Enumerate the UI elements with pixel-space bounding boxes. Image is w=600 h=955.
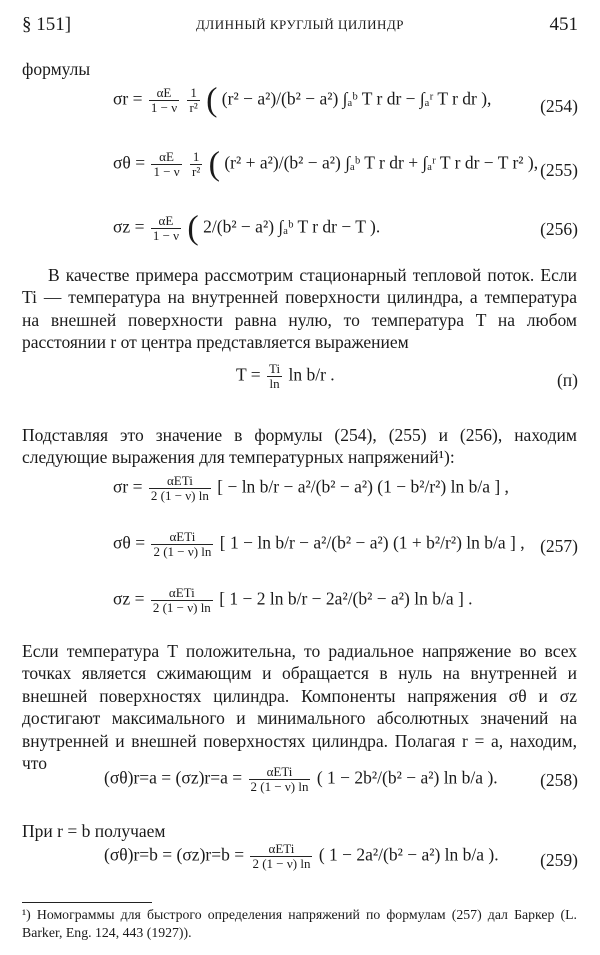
footnote: ¹) Номограммы для быстрого определения напряжений по формулам (257) дал Баркер (L. Barker, Eng. 124, 443 (1927)). bbox=[22, 907, 577, 940]
footnote-rule bbox=[22, 902, 152, 903]
section-number: § 151] bbox=[22, 14, 72, 35]
eq256-body: 2/(b² − a²) ∫ₐᵇ T r dr − T ). bbox=[203, 216, 381, 237]
eqp-body: ln b/r . bbox=[288, 364, 335, 385]
paragraph-3: Если температура T положительна, то радиальное напряжение во всех точках является сжимающим и обращается в нуль на внутренней и внешней поверхностях цилиндра. Компоненты напряжения σθ и σz достигают максимального и минимального абсолютных значений на внутренней и внешней поверхностях цилиндра. Полагая r = a, находим, что bbox=[22, 641, 577, 774]
equation-255 bbox=[113, 145, 539, 183]
equation-257-sigma-z bbox=[113, 586, 473, 615]
equation-number-254: (254) bbox=[540, 96, 578, 116]
equation-257-sigma-r bbox=[113, 474, 509, 503]
eq257a-coef: $\frac{\text{αETi}}{2 (1 - \nu) \ln}$ bbox=[150, 473, 209, 503]
eq255-body: (r² + a²)/(b² − a²) ∫ₐᵇ T r dr + ∫ₐʳ T r dr − T r² ), bbox=[224, 152, 539, 173]
equation-258 bbox=[104, 765, 498, 794]
page-number: 451 bbox=[549, 14, 578, 35]
equation-p bbox=[236, 362, 335, 391]
equation-number-257: (257) bbox=[540, 536, 578, 556]
eq257a-body: [ − ln b/r − a²/(b² − a²) (1 − b²/r²) ln b/a ] , bbox=[217, 476, 509, 497]
eq258-lhs: (σθ)r=a = (σz)r=a = bbox=[104, 767, 243, 788]
eq254-open-paren: ( bbox=[206, 81, 218, 119]
eq259-lhs: (σθ)r=b = (σz)r=b = bbox=[104, 844, 245, 865]
eq257b-coef: $\frac{\text{αETi}}{2 (1 - \nu) \ln}$ bbox=[153, 529, 212, 559]
equation-259 bbox=[104, 842, 499, 871]
paragraph-2: Подставляя это значение в формулы (254), (255) и (256), находим следующие выражения для температурных напряжений¹): bbox=[22, 425, 577, 468]
eq256-lhs: σz = bbox=[113, 216, 145, 237]
paragraph-1: В качестве примера рассмотрим стационарный тепловой поток. Если Ti — температура на внутренней поверхности цилиндра, а температура на внешней поверхности равна нулю, то температура T на любом расстоянии r от центра представляется выражением bbox=[22, 265, 577, 353]
eq255-r-frac: $\frac{1}{\text{r²}}$ bbox=[192, 149, 201, 179]
eq254-r-frac: $\frac{1}{\text{r²}}$ bbox=[189, 85, 198, 115]
eq257b-lhs: σθ = bbox=[113, 532, 146, 553]
eq259-coef: $\frac{\text{αETi}}{2 (1 - \nu) \ln}$ bbox=[252, 841, 311, 871]
eq259-body: ( 1 − 2a²/(b² − a²) ln b/a ). bbox=[318, 844, 499, 865]
eq257a-lhs: σr = bbox=[113, 476, 143, 497]
equation-257-sigma-theta bbox=[113, 530, 525, 559]
eq257c-body: [ 1 − 2 ln b/r − 2a²/(b² − a²) ln b/a ] . bbox=[219, 588, 473, 609]
eq256-coef: $\frac{\alpha E}{1 - \nu}$ bbox=[152, 213, 180, 243]
intro-word: формулы bbox=[22, 59, 91, 79]
eq255-lhs: σθ = bbox=[113, 152, 146, 173]
paragraph-4: При r = b получаем bbox=[22, 821, 166, 841]
equation-number-255: (255) bbox=[540, 160, 578, 180]
equation-number-259: (259) bbox=[540, 850, 578, 870]
equation-254 bbox=[113, 81, 492, 119]
running-title: ДЛИННЫЙ КРУГЛЫЙ ЦИЛИНДР bbox=[196, 17, 404, 32]
eq257b-body: [ 1 − ln b/r − a²/(b² − a²) (1 + b²/r²) ln b/a ] , bbox=[219, 532, 525, 553]
eq254-body: (r² − a²)/(b² − a²) ∫ₐᵇ T r dr − ∫ₐʳ T r dr ), bbox=[221, 88, 492, 109]
eq255-coef: $\frac{\alpha E}{1 - \nu}$ bbox=[153, 149, 180, 179]
eq258-body: ( 1 − 2b²/(b² − a²) ln b/a ). bbox=[316, 767, 498, 788]
eq257c-lhs: σz = bbox=[113, 588, 145, 609]
eq257c-coef: $\frac{\text{αETi}}{2 (1 - \nu) \ln}$ bbox=[152, 585, 211, 615]
eq255-open-paren: ( bbox=[208, 145, 220, 183]
equation-number-256: (256) bbox=[540, 219, 578, 239]
equation-256 bbox=[113, 209, 381, 247]
eqp-lhs: T = bbox=[236, 364, 261, 385]
eq258-coef: $\frac{\text{αETi}}{2 (1 - \nu) \ln}$ bbox=[250, 764, 309, 794]
equation-number-p: (п) bbox=[556, 370, 578, 390]
equation-number-258: (258) bbox=[540, 770, 578, 790]
eq254-coef: $\frac{\alpha E}{1 - \nu}$ bbox=[150, 85, 178, 115]
eqp-frac: $\frac{Ti}{\ln}$ bbox=[269, 361, 281, 391]
eq254-lhs: σr = bbox=[113, 88, 143, 109]
running-header bbox=[22, 14, 578, 40]
eq256-open-paren: ( bbox=[187, 209, 199, 247]
